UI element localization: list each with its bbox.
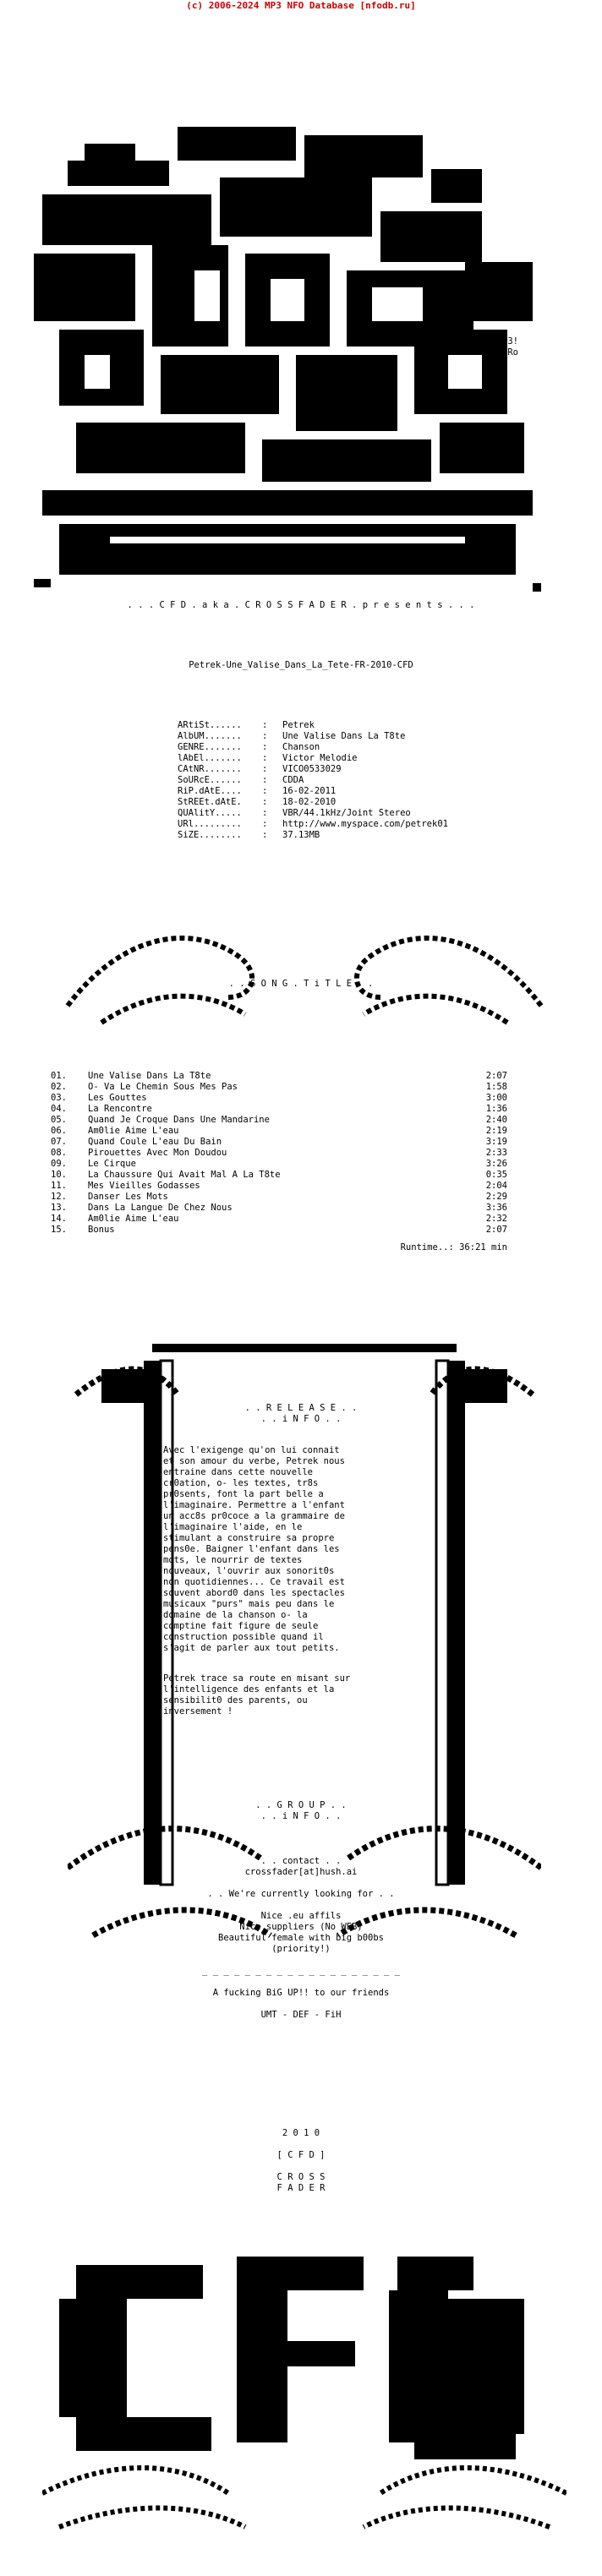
- track-title: Quand Coule L'eau Du Bain: [88, 1137, 222, 1147]
- track-title: Pirouettes Avec Mon Doudou: [88, 1148, 227, 1158]
- track-title: Bonus: [88, 1225, 115, 1235]
- track-time: 2:07: [485, 1225, 507, 1235]
- track-time: 2:19: [485, 1126, 507, 1136]
- track-time: 1:36: [485, 1104, 507, 1114]
- tracklist: [51, 1071, 507, 1236]
- track-num: 09.: [51, 1159, 67, 1169]
- track-num: 14.: [51, 1214, 67, 1224]
- track-num: 06.: [51, 1126, 67, 1136]
- info-separator: :: [262, 797, 268, 807]
- song-title-ornament: [51, 904, 558, 1040]
- track-row: [51, 1214, 507, 1225]
- footer-year: 2 0 1 0: [282, 2128, 320, 2138]
- release-header-1: . . R E L E A S E . .: [244, 1403, 358, 1413]
- cfd-top-logo-art: [25, 76, 566, 617]
- info-separator: :: [262, 786, 268, 796]
- track-title: Am0lie Aime L'eau: [88, 1126, 179, 1136]
- info-separator: :: [262, 830, 268, 840]
- track-title: Mes Vieilles Godasses: [88, 1181, 200, 1191]
- track-time: 2:33: [485, 1148, 507, 1158]
- info-separator: :: [262, 764, 268, 774]
- track-time: 2:04: [485, 1181, 507, 1191]
- info-key: QUAlitY.....: [178, 808, 242, 818]
- info-value: 18-02-2010: [282, 797, 337, 807]
- group-info-block: [0, 1856, 602, 2021]
- track-time: 3:19: [485, 1137, 507, 1147]
- track-num: 11.: [51, 1181, 67, 1191]
- track-row: [51, 1170, 507, 1181]
- footer-cross: C R O S S: [276, 2172, 326, 2182]
- info-row: [178, 753, 448, 764]
- wanted-item: (priority!): [271, 1944, 331, 1954]
- info-row: [178, 720, 448, 731]
- info-key: URl.........: [178, 819, 242, 829]
- track-title: Les Gouttes: [88, 1093, 147, 1103]
- info-value: VBR/44.1kHz/Joint Stereo: [282, 808, 411, 818]
- track-num: 02.: [51, 1082, 67, 1092]
- footer-fader: F A D E R: [276, 2183, 326, 2193]
- track-row: [51, 1093, 507, 1104]
- track-num: 10.: [51, 1170, 67, 1180]
- song-title-header: . . S O N G . T i T L E . .: [228, 979, 374, 989]
- info-separator: :: [262, 742, 268, 752]
- info-separator: :: [262, 720, 268, 730]
- group-header-1: . . G R O U P . .: [255, 1800, 347, 1810]
- info-row: [178, 775, 448, 786]
- track-row: [51, 1203, 507, 1214]
- track-title: Am0lie Aime L'eau: [88, 1214, 179, 1224]
- track-row: [51, 1159, 507, 1170]
- track-title: La Rencontre: [88, 1104, 152, 1114]
- track-time: 3:36: [485, 1203, 507, 1213]
- info-key: StREEt.dAtE.: [178, 797, 242, 807]
- info-value: Chanson: [282, 742, 320, 752]
- track-title: Quand Je Croque Dans Une Mandarine: [88, 1115, 270, 1125]
- track-num: 12.: [51, 1192, 67, 1202]
- wanted-item: Beautiful female with big b00bs: [218, 1933, 384, 1943]
- track-num: 08.: [51, 1148, 67, 1158]
- track-time: 2:40: [485, 1115, 507, 1125]
- info-value: CDDA: [282, 775, 304, 785]
- track-num: 05.: [51, 1115, 67, 1125]
- info-key: CAtNR.......: [178, 764, 242, 774]
- shoutout-line: A fucking BiG UP!! to our friends: [212, 1988, 390, 1998]
- info-row: [178, 797, 448, 808]
- info-row: [178, 808, 448, 819]
- track-row: [51, 1082, 507, 1093]
- info-row: [178, 830, 448, 841]
- track-time: 3:26: [485, 1159, 507, 1169]
- info-separator: :: [262, 819, 268, 829]
- info-separator: :: [262, 775, 268, 785]
- info-value: 16-02-2011: [282, 786, 337, 796]
- release-info-table: [178, 720, 448, 841]
- info-value: Victor Melodie: [282, 753, 358, 763]
- release-description: Avec l'exigenge qu'on lui connait et son amour du verbe, Petrek nous entraine dans cette nouvelle cr0ation, o- les textes, tr8s pr0sents, font la part belle a l'imaginaire. Permettre a l'enfant un acc8s pr0coce a la grammaire de l'imaginaire l'aide, en le stimulant a construire sa propre pens0e. Baigner l'enfant dans les mots, le nourrir de textes nouveaux, l'ouvrir aux sonorit0s non quotidiennes... Ce travail est souvent abord0 dans les spectacles musicaux "purs" mais peu dans le domaine de la chanson o- la comptine fait figure de seule construction possible quand il s'agit de parler aux tout petits.: [163, 1445, 345, 1653]
- contact-email[interactable]: crossfader[at]hush.ai: [244, 1867, 358, 1877]
- info-separator: :: [262, 731, 268, 741]
- group-header-2: . . i N F O . .: [260, 1811, 342, 1821]
- contact-label: . . contact . .: [260, 1856, 342, 1866]
- release-description-2: Petrek trace sa route en misant sur l'intelligence des enfants et la sensibilit0 des parents, ou inversement !: [163, 1673, 351, 1716]
- nfodb-copyright-link[interactable]: (c) 2006-2024 MP3 NFO Database [nfodb.ru]: [186, 0, 416, 11]
- track-num: 15.: [51, 1225, 67, 1235]
- info-value: VICO0533029: [282, 764, 342, 774]
- info-value: Une Valise Dans La T8te: [282, 731, 406, 741]
- release-name: Petrek-Une_Valise_Dans_La_Tete-FR-2010-CFD: [189, 660, 413, 670]
- track-num: 03.: [51, 1093, 67, 1103]
- info-row: [178, 731, 448, 742]
- track-title: La Chaussure Qui Avait Mal A La T8te: [88, 1170, 281, 1180]
- info-row: [178, 786, 448, 797]
- release-header-2: . . i N F O . .: [260, 1414, 342, 1424]
- track-num: 01.: [51, 1071, 67, 1081]
- info-key: GENRE.......: [178, 742, 242, 752]
- info-row: [178, 742, 448, 753]
- info-separator: :: [262, 808, 268, 818]
- track-row: [51, 1192, 507, 1203]
- info-key: SoURcE......: [178, 775, 242, 785]
- info-value: 37.13MB: [282, 830, 320, 840]
- track-time: 2:29: [485, 1192, 507, 1202]
- wanted-item: Nice .eu affils: [260, 1911, 342, 1921]
- runtime: Runtime..: 36:21 min: [400, 1242, 507, 1253]
- info-row: [178, 764, 448, 775]
- track-row: [51, 1104, 507, 1115]
- track-num: 13.: [51, 1203, 67, 1213]
- footer-credits: aSc fUH cRo: [261, 2394, 278, 2426]
- track-title: O- Va Le Chemin Sous Mes Pas: [88, 1082, 238, 1092]
- track-num: 04.: [51, 1104, 67, 1114]
- track-row: [51, 1115, 507, 1126]
- info-value[interactable]: http://www.myspace.com/petrek01: [282, 819, 448, 829]
- cfd-presents-line: . . . C F D . a k a . C R O S S F A D E R . p r e s e n t s . . .: [127, 600, 475, 610]
- info-key: SiZE........: [178, 830, 242, 840]
- track-title: Une Valise Dans La T8te: [88, 1071, 211, 1081]
- track-title: Danser Les Mots: [88, 1192, 168, 1202]
- looking-for-label: . . We're currently looking for . .: [207, 1889, 395, 1899]
- track-row: [51, 1126, 507, 1137]
- info-key: lAbEl.......: [178, 753, 242, 763]
- cfd-footer-logo-art: [42, 2214, 566, 2552]
- info-key: ARtiSt......: [178, 720, 242, 730]
- divider-line: _ _ _ _ _ _ _ _ _ _ _ _ _ _ _ _ _ _ _: [202, 1966, 400, 1976]
- info-separator: :: [262, 753, 268, 763]
- info-value: Petrek: [282, 720, 315, 730]
- track-row: [51, 1137, 507, 1148]
- track-row: [51, 1071, 507, 1082]
- track-time: 1:58: [485, 1082, 507, 1092]
- info-row: [178, 819, 448, 830]
- friends-list: UMT - DEF - FiH: [260, 2010, 342, 2020]
- track-row: [51, 1181, 507, 1192]
- track-row: [51, 1225, 507, 1236]
- track-time: 2:07: [485, 1071, 507, 1081]
- track-time: 0:35: [485, 1170, 507, 1180]
- track-time: 2:32: [485, 1214, 507, 1224]
- info-key: RiP.dAtE....: [178, 786, 242, 796]
- track-title: Dans La Langue De Chez Nous: [88, 1203, 233, 1213]
- footer-cfd: [ C F D ]: [276, 2150, 326, 2160]
- top-side-tag: f3! cRo: [502, 336, 518, 357]
- info-key: AlbUM.......: [178, 731, 242, 741]
- wanted-item: Nice suppliers (No WEB): [239, 1922, 363, 1932]
- track-row: [51, 1148, 507, 1159]
- track-title: Le Cirque: [88, 1159, 136, 1169]
- track-time: 3:00: [485, 1093, 507, 1103]
- track-num: 07.: [51, 1137, 67, 1147]
